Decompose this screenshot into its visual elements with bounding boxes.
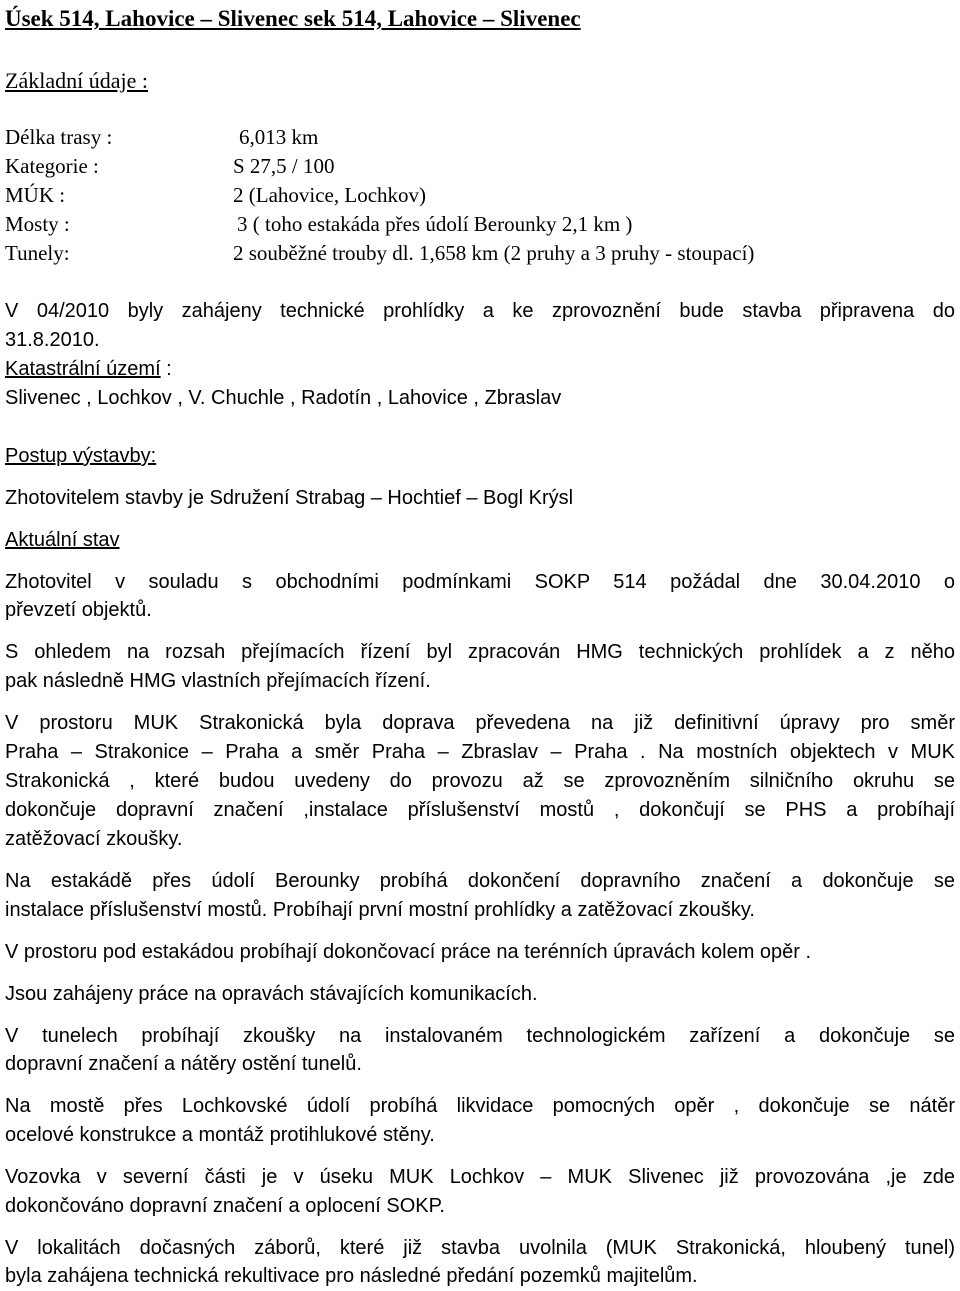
page-title: Úsek 514, Lahovice – Slivenec sek 514, Lahovice – Slivenec xyxy=(5,6,581,31)
spec-value: 2 (Lahovice, Lochkov) xyxy=(233,183,427,207)
cadastral-list: Slivenec , Lochkov , V. Chuchle , Radotín , Lahovice , Zbraslav xyxy=(5,387,562,409)
current-state-heading: Aktuální stav xyxy=(5,529,120,551)
paragraph-line: instalace příslušenství mostů. Probíhají první mostní prohlídky a zatěžovací zkoušky. xyxy=(5,899,755,921)
paragraph-line: V prostoru MUK Strakonická byla doprava převedena na již definitivní úpravy pro směr xyxy=(5,712,955,734)
spec-label: Tunely: xyxy=(5,241,70,265)
progress-heading: Postup výstavby: xyxy=(5,445,157,467)
paragraph-line: převzetí objektů. xyxy=(5,599,152,621)
paragraph-line: dokončuje dopravní značení ,instalace příslušenství mostů , dokončují se PHS a probíhají xyxy=(5,799,955,821)
paragraph-line: Praha – Strakonice – Praha a směr Praha – Zbraslav – Praha . Na mostních objektech v MUK xyxy=(5,741,955,763)
spec-value: 3 ( toho estakáda přes údolí Berounky 2,1 km ) xyxy=(237,212,633,236)
cadastral-heading: Katastrální území xyxy=(5,358,161,380)
spec-label: Kategorie : xyxy=(5,154,99,178)
paragraph-line: Vozovka v severní části je v úseku MUK Lochkov – MUK Slivenec již provozována ,je zde xyxy=(5,1166,955,1188)
basic-data-heading: Základní údaje : xyxy=(5,68,148,93)
paragraph-line: zatěžovací zkoušky. xyxy=(5,828,183,850)
paragraph-line: V prostoru pod estakádou probíhají dokončovací práce na terénních úpravách kolem opěr . xyxy=(5,941,812,963)
paragraph-line: S ohledem na rozsah přejímacích řízení byl zpracován HMG technických prohlídek a z něho xyxy=(5,641,955,663)
paragraph-line: V lokalitách dočasných záborů, které již stavba uvolnila (MUK Strakonická, hloubený tunel) xyxy=(5,1237,955,1259)
cadastral-heading-row xyxy=(5,359,172,379)
paragraph-line: Strakonická , které budou uvedeny do provozu až se zprovozněním silničního okruhu se xyxy=(5,770,955,792)
paragraph-line: ocelové konstrukce a montáž protihlukové stěny. xyxy=(5,1124,435,1146)
paragraph-line: Zhotovitel v souladu s obchodními podmínkami SOKP 514 požádal dne 30.04.2010 o xyxy=(5,571,955,593)
spec-label: MÚK : xyxy=(5,183,66,207)
paragraph-line: Jsou zahájeny práce na opravách stávajících komunikacích. xyxy=(5,983,538,1005)
spec-value: 6,013 km xyxy=(239,125,319,149)
contractor-line: Zhotovitelem stavby je Sdružení Strabag – Hochtief – Bogl Krýsl xyxy=(5,487,574,509)
paragraph-line: V tunelech probíhají zkoušky na instalovaném technologickém zařízení a dokončuje se xyxy=(5,1025,955,1047)
paragraph-line: Na mostě přes Lochkovské údolí probíhá likvidace pomocných opěr , dokončuje se nátěr xyxy=(5,1095,955,1117)
paragraph-line: pak následně HMG vlastních přejímacích řízení. xyxy=(5,670,431,692)
spec-label: Délka trasy : xyxy=(5,125,113,149)
spec-value: 2 souběžné trouby dl. 1,658 km (2 pruhy a 3 pruhy - stoupací) xyxy=(233,241,755,265)
paragraph-line: dopravní značení a nátěry ostění tunelů. xyxy=(5,1053,362,1075)
spec-value: S 27,5 / 100 xyxy=(233,154,335,178)
inspection-line: V 04/2010 byly zahájeny technické prohlídky a ke zprovoznění bude stavba připravena do xyxy=(5,300,955,322)
paragraph-line: dokončováno dopravní značení a oplocení SOKP. xyxy=(5,1195,445,1217)
cadastral-colon: : xyxy=(160,358,172,380)
spec-label: Mosty : xyxy=(5,212,70,236)
paragraph-line: byla zahájena technická rekultivace pro následné předání pozemků majitelům. xyxy=(5,1265,698,1287)
paragraph-line: Na estakádě přes údolí Berounky probíhá dokončení dopravního značení a dokončuje se xyxy=(5,870,955,892)
inspection-line: 31.8.2010. xyxy=(5,329,100,351)
